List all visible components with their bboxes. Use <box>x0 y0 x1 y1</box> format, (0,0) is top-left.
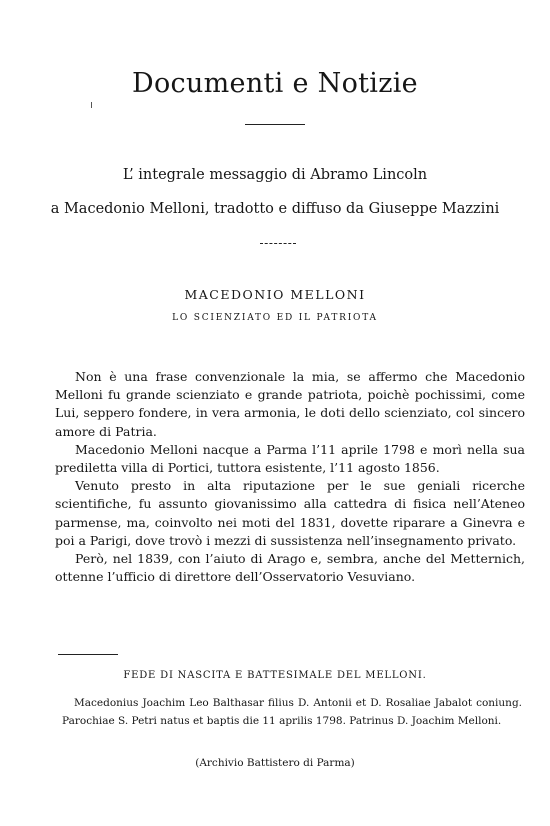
subtitle-divider <box>260 243 296 244</box>
section-heading: MACEDONIO MELLONI <box>184 287 366 302</box>
footnote-body <box>62 694 522 730</box>
title-divider <box>245 124 305 125</box>
stray-mark <box>91 102 92 108</box>
section-subheading: LO SCIENZIATO ED IL PATRIOTA <box>172 313 378 323</box>
paragraph: Venuto presto in alta riputazione per le sue geniali ricerche scientifiche, fu assunto giovanissimo alla cattedra di fisica nell’Ateneo parmense, ma, coinvolto nei moti del 1831, dovette riparare a Ginevra e poi a Parigi, dove trovò i mezzi di sussistenza nell’insegnamento privato. <box>55 478 525 548</box>
paragraph: Però, nel 1839, con l’aiuto di Arago e, sembra, anche del Metternich, ottenne l’ufficio di direttore dell’Osservatorio Vesuviano. <box>55 551 525 585</box>
footnote-divider <box>58 654 118 655</box>
footnote-heading: FEDE DI NASCITA E BATTESIMALE DEL MELLONI. <box>123 670 427 681</box>
article-subtitle-line-2: a Macedonio Melloni, tradotto e diffuso da Giuseppe Mazzini <box>50 201 500 217</box>
paragraph: Non è una frase convenzionale la mia, se affermo che Macedonio Melloni fu grande scienziato e grande patriota, poichè pochissimi, come Lui, seppero fondere, in vera armonia, le doti dello scienziato, col sincero amore di Patria. <box>55 369 525 439</box>
footnote-source: (Archivio Battistero di Parma) <box>195 757 355 769</box>
article-subtitle-line-1: L’ integrale messaggio di Abramo Lincoln <box>122 167 428 183</box>
footnote-text: Macedonius Joachim Leo Balthasar filius D. Antonii et D. Rosaliae Jabalot coniung. Parochiae S. Petri natus et baptis die 11 aprilis 1798. Patrinus D. Joachim Melloni. <box>62 697 522 727</box>
article-body <box>55 368 525 586</box>
page-title: Documenti e Notizie <box>132 68 418 99</box>
paragraph: Macedonio Melloni nacque a Parma l’11 aprile 1798 e morì nella sua prediletta villa di Portici, tuttora esistente, l’11 agosto 1856. <box>55 441 525 476</box>
